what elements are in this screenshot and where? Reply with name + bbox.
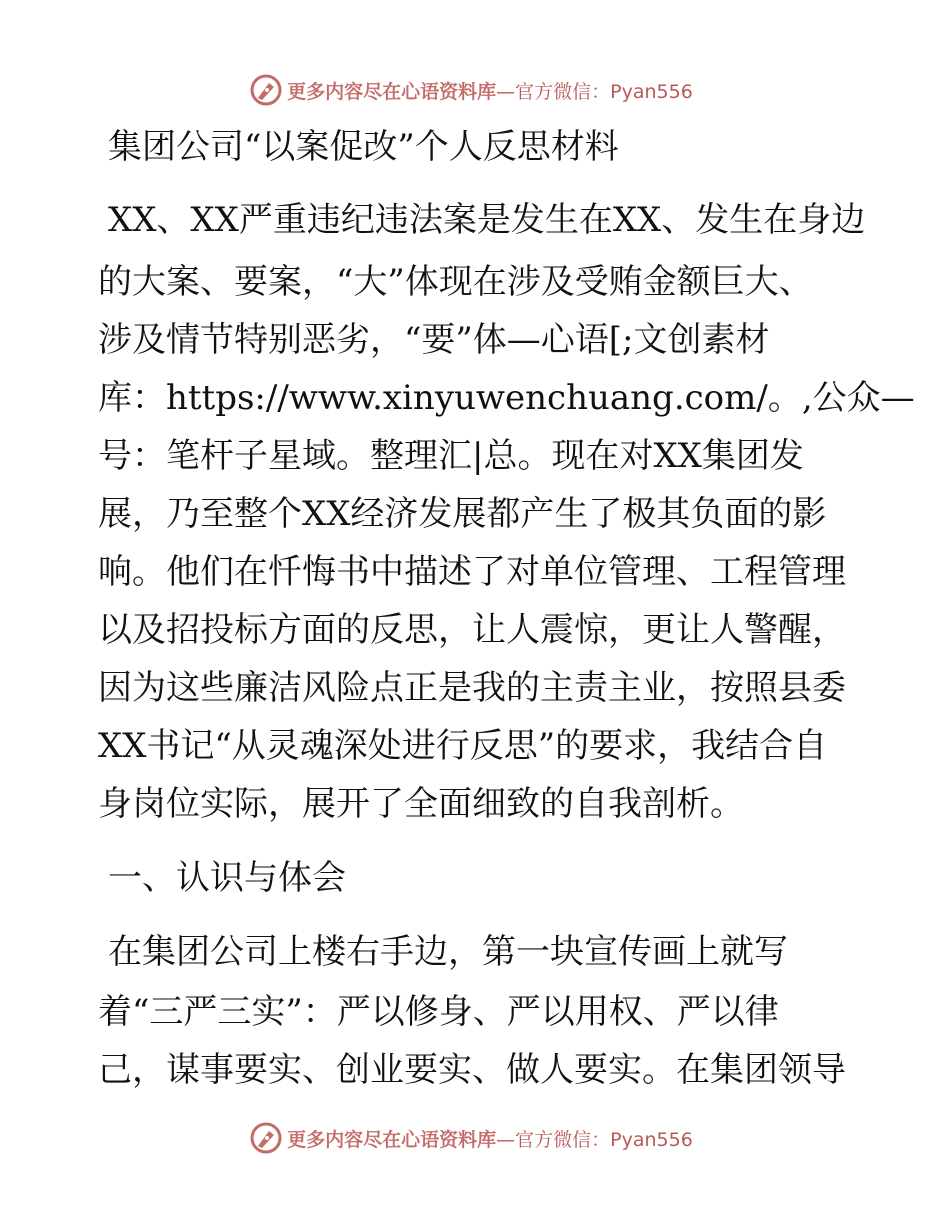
watermark-text-b: —官方微信：Pyan556 — [496, 1128, 693, 1151]
paragraph-line: 在集团公司上楼右手边，第一块宣传画上就写 — [108, 932, 788, 972]
watermark-text-b: —官方微信：Pyan556 — [496, 80, 693, 103]
paragraph-line: 响。他们在忏悔书中描述了对单位管理、工程管理 — [98, 552, 846, 592]
paragraph-line: XX、XX严重违纪违法案是发生在XX、发生在身边 — [108, 200, 866, 240]
watermark-banner-bottom — [0, 1118, 950, 1158]
pen-nib-circle-logo-icon — [249, 73, 283, 107]
watermark-text-a: 更多内容尽在心语资料库 — [287, 1128, 497, 1151]
section-heading: 一、认识与体会 — [108, 858, 346, 898]
paragraph-line: 库：https://www.xinyuwenchuang.com/。,公众— — [98, 378, 915, 418]
paragraph-line: XX书记“从灵魂深处进行反思”的要求，我结合自 — [98, 726, 828, 766]
watermark-text-a: 更多内容尽在心语资料库 — [287, 80, 497, 103]
pen-nib-circle-logo-icon — [249, 1121, 283, 1155]
paragraph-line: 身岗位实际，展开了全面细致的自我剖析。 — [98, 784, 744, 824]
paragraph-line: 号：笔杆子星域。整理汇|总。现在对XX集团发 — [98, 436, 804, 476]
document-title: 集团公司“以案促改”个人反思材料 — [108, 127, 619, 167]
paragraph-line: 因为这些廉洁风险点正是我的主责主业，按照县委 — [98, 668, 846, 708]
paragraph-line: 展，乃至整个XX经济发展都产生了极其负面的影 — [98, 494, 827, 534]
watermark-banner-top — [0, 70, 950, 110]
paragraph-line: 以及招投标方面的反思，让人震惊，更让人警醒， — [98, 610, 846, 650]
paragraph-line: 的大案、要案，“大”体现在涉及受贿金额巨大、 — [98, 262, 813, 302]
paragraph-line: 己，谋事要实、创业要实、做人要实。在集团领导 — [98, 1050, 846, 1090]
paragraph-line: 着“三严三实”：严以修身、严以用权、严以律 — [98, 992, 779, 1032]
paragraph-line: 涉及情节特别恶劣，“要”体—心语[;文创素材 — [98, 320, 770, 360]
